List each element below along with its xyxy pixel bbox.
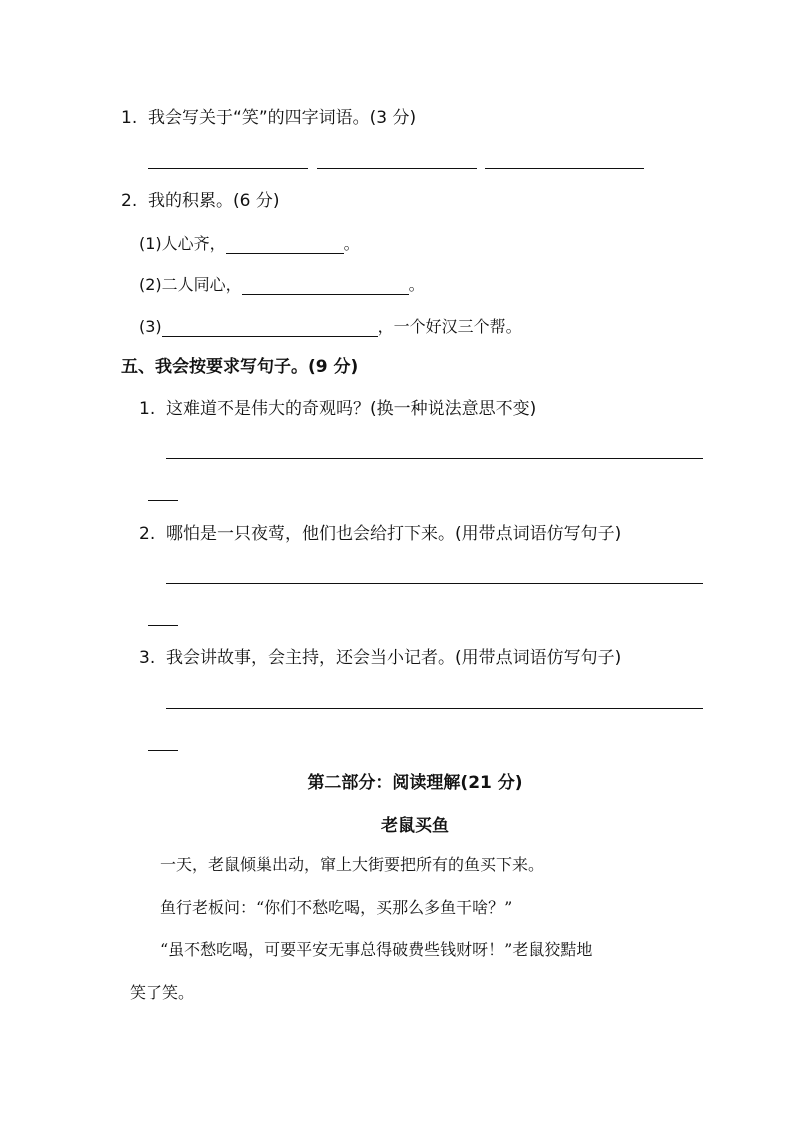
question-number: 1. [139,399,156,419]
question-text: 我的积累。(6 分) [148,191,280,211]
answer-line[interactable] [166,458,703,459]
section-5-heading: 五、我会按要求写句子。(9 分) [121,357,359,377]
answer-line[interactable] [166,708,703,709]
answer-blank[interactable] [317,168,477,169]
question-number: 3. [139,648,156,668]
rewrite-item-1 [139,399,536,419]
fill-item-3 [139,317,522,337]
fill-item-prefix: (2)二人同心， [139,275,242,294]
story-paragraph: “虽不愁吃喝，可要平安无事总得破费些钱财呀！”老鼠狡黠地 [160,940,593,959]
answer-line-short[interactable] [148,500,178,501]
answer-blank[interactable] [148,168,308,169]
story-paragraph: 鱼行老板问：“你们不愁吃喝，买那么多鱼干啥？” [160,898,513,917]
story-paragraph-continued: 笑了笑。 [130,983,195,1002]
fill-item-prefix: (3) [139,317,162,336]
question-text: 哪怕是一只夜莺，他们也会给打下来。(用带点词语仿写句子) [166,524,622,544]
answer-blank[interactable] [485,168,644,169]
fill-item-1 [139,234,360,254]
question-number: 2. [121,191,138,211]
question-text: 我会写关于“笑”的四字词语。(3 分) [148,108,417,128]
story-paragraph: 一天，老鼠倾巢出动，窜上大街要把所有的鱼买下来。 [160,855,545,874]
answer-line-short[interactable] [148,625,178,626]
answer-blank[interactable] [242,276,409,295]
question-1 [121,108,416,128]
fill-item-prefix: (1)人心齐， [139,234,226,253]
fill-item-2 [139,275,425,295]
part-2-heading: 第二部分：阅读理解(21 分) [307,773,523,793]
fill-item-suffix: ，一个好汉三个帮。 [377,317,522,336]
answer-blank[interactable] [226,235,344,254]
answer-line[interactable] [166,583,703,584]
question-text: 这难道不是伟大的奇观吗？(换一种说法意思不变) [166,399,537,419]
question-2 [121,191,280,211]
rewrite-item-3 [139,648,621,668]
story-title: 老鼠买鱼 [381,816,449,836]
question-number: 1. [121,108,138,128]
rewrite-item-2 [139,524,621,544]
question-text: 我会讲故事，会主持，还会当小记者。(用带点词语仿写句子) [166,648,622,668]
fill-item-suffix: 。 [343,234,360,253]
question-number: 2. [139,524,156,544]
answer-blank[interactable] [162,318,378,337]
fill-item-suffix: 。 [408,275,425,294]
answer-line-short[interactable] [148,750,178,751]
